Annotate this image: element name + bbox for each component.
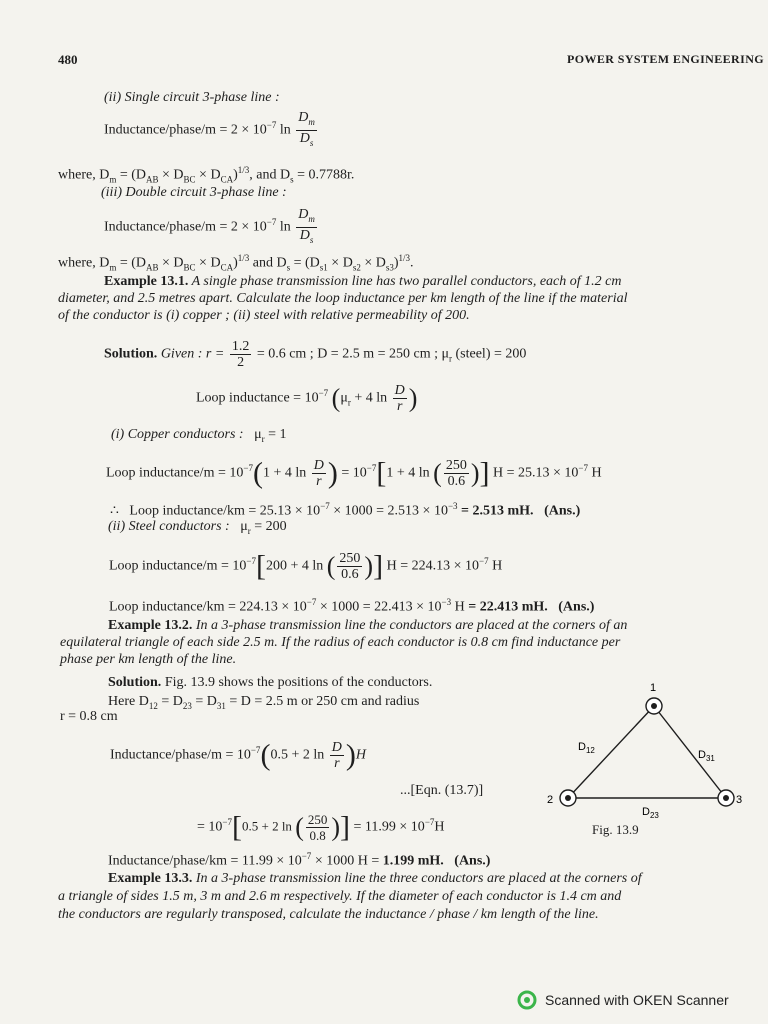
ex1-steel-head: (ii) Steel conductors : $\mu_r = 200$ (108, 519, 287, 536)
sec-ii-where: where, $D_m = (D_{AB} \times D_{BC} \times D_{CA})^{1/3}$, and $D_s = 0.7788r$. (58, 165, 355, 185)
ex1-copper-km: ∴ Loop inductance/km = $25.13 \times 10^{-7} \times 1000 = 2.513 \times 10^{-3} = 2.513$ mH. (Ans.) (110, 501, 581, 519)
node-2-label: 2 (547, 794, 554, 806)
sec-ii-formula: Inductance/phase/m = $2 \times 10^{-7}$ ln $\frac{D_m}{D_s}$ (104, 110, 319, 151)
ex2-eqn-ref: ...[Eqn. (13.7)] (400, 783, 484, 798)
conductor-2 (560, 790, 576, 806)
node-1-label: 1 (650, 682, 657, 694)
fig-13-9-triangle (538, 682, 748, 822)
ex1-copper-loop-m: Loop inductance/m = $10^{-7}(1 + 4$ ln $\frac{D}{r}$ ) = $10^{-7}[1 + 4$ ln ( $\frac{250}{0.6}$ )] $H = 25.13 \times 10^{-7}$ H (106, 456, 602, 490)
ex3-line3: the conductors are regularly transposed, calculate the inductance / phase / km length of the line. (58, 907, 599, 922)
ex2-ind-formula: Inductance/phase/m = $10^{-7}(0.5 + 2$ ln $\frac{D}{r}$ )H (110, 738, 366, 772)
sec-ii-heading: (ii) Single circuit 3-phase line : (104, 90, 280, 105)
label-d12: $D_{12}$ (578, 741, 595, 755)
ex1-loop-formula: Loop inductance = $10^{-7}$ ($\mu_r + 4$ ln $\frac{D}{r}$ ) (196, 383, 418, 414)
label-d23: $D_{23}$ (642, 806, 659, 820)
scanner-text: Scanned with OKEN Scanner (545, 992, 729, 1008)
ex3-line2: a triangle of sides 1.5 m, 3 m and 2.6 m respectively. If the diameter of each conductor is 1.4 cm and (58, 889, 622, 904)
ex1-copper-head: (i) Copper conductors : $\mu_r = 1$ (111, 427, 287, 444)
ex1-line1: Example 13.1. A single phase transmission line has two parallel conductors, each of 1.2 cm (104, 274, 622, 289)
ex3-line1: Example 13.3. In a 3-phase transmission line the three conductors are placed at the corners of (108, 871, 642, 886)
ex1-steel-loop-m: Loop inductance/m = $10^{-7}[200 + 4$ ln ( $\frac{250}{0.6}$ )] $H = 224.13 \times 10^{-7}$ H (109, 549, 503, 583)
ex1-line2: diameter, and 2.5 metres apart. Calculate the loop inductance per km length of the line if the material (58, 291, 628, 306)
ex1-solution: Solution. Given : r = $\frac{1.2}{2}$ = 0.6 cm ; D = 2.5 m = 250 cm ; $\mu_r$ (steel) = 200 (104, 339, 527, 370)
dm-ds-fraction: $\frac{D_m}{D_s}$ (298, 110, 315, 148)
ex2-line3: phase per km length of the line. (60, 652, 237, 667)
ex2-solution: Solution. Fig. 13.9 shows the positions of the conductors. (108, 675, 433, 690)
node-3-label: 3 (736, 794, 743, 806)
conductor-3 (718, 790, 734, 806)
oken-logo-icon (517, 990, 537, 1010)
ex1-line3: of the conductor is (i) copper ; (ii) steel with relative permeability of 200. (58, 308, 470, 323)
ex2-km: Inductance/phase/km = $11.99 \times 10^{-7} \times 1000$ H = 1.199 mH. (Ans.) (108, 851, 491, 869)
figure-caption: Fig. 13.9 (592, 822, 639, 837)
running-head: POWER SYSTEM ENGINEERING (567, 52, 764, 66)
sec-iii-heading: (iii) Double circuit 3-phase line : (101, 185, 287, 200)
ex2-line1: Example 13.2. In a 3-phase transmission line the conductors are placed at the corners of an (108, 618, 628, 633)
ex2-eq-line: = $10^{-7}[0.5 + 2$ ln ( $\frac{250}{0.8}$ )] = $11.99 \times 10^{-7}H$ (197, 810, 445, 844)
sec-iii-where: where, $D_m = (D_{AB} \times D_{BC} \times D_{CA})^{1/3}$ and $D_s = (D_{s1} \times D_{s2} \times D_{s3})^{1/3}$. (58, 253, 414, 273)
page-number: 480 (58, 52, 78, 67)
ex2-line2: equilateral triangle of each side 2.5 m. If the radius of each conductor is 0.8 cm find inductance per (60, 635, 621, 650)
ex2-here: Here $D_{12} = D_{23} = D_{31} = D = 2.5$ m or 250 cm and radius (108, 694, 420, 711)
ex1-steel-km: Loop inductance/km = $224.13 \times 10^{-7} \times 1000 = 22.413 \times 10^{-3}$ H = 22.413 mH. (Ans.) (109, 597, 595, 615)
conductor-1 (646, 698, 662, 714)
scanner-watermark (517, 990, 729, 1010)
ex2-radius: r = 0.8 cm (60, 709, 118, 724)
sec-iii-formula: Inductance/phase/m = $2 \times 10^{-7}$ ln $\frac{D_m}{D_s}$ (104, 207, 315, 245)
side-d31 (654, 706, 726, 798)
label-d31: $D_{31}$ (698, 749, 715, 763)
